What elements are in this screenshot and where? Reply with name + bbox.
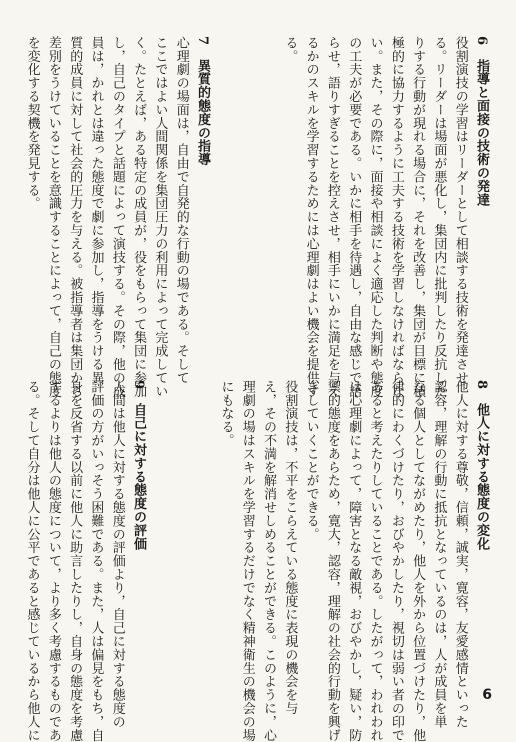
text-column: る。リーダーは場面が悪化し，集団内に批判したり反抗した bbox=[431, 36, 447, 398]
text-column: るかのスキルを学習するためには心理劇はよい機会を提供す bbox=[303, 36, 319, 398]
text-column: の工夫が必要である。いかに相手を待遇し，自由な感じで語 bbox=[346, 36, 362, 398]
text-column: ここではよい人間関係を集団圧力の利用によって完成してい bbox=[152, 36, 168, 398]
text-column: し，自己のタイプと話題によって演技する。その際，他の成 bbox=[109, 36, 125, 398]
text-column: を変化する契機を発見する。 bbox=[24, 36, 40, 211]
text-column: 質的成員に対して社会的圧力を与える。被指導者は集団から bbox=[67, 36, 83, 398]
text-column: え，その不満を解消せしめることができる。このように，心 bbox=[261, 380, 277, 742]
text-column: 他人に対する尊敬，信頼，誠実，寛容，友愛感情といった bbox=[452, 380, 468, 729]
section-heading: 6 指導と面接の技術の発達 bbox=[474, 36, 489, 207]
section-7 bbox=[21, 36, 213, 398]
text-column: る。 bbox=[282, 36, 298, 63]
text-column: 身を反省する以前に他人に助言したりし，自身の態度を考慮 bbox=[67, 380, 83, 742]
text-column: 評価の方がいっそう困難である。また，人は偏見をもち，自 bbox=[88, 380, 104, 742]
section-6 bbox=[279, 36, 492, 398]
text-column: 認容，理解の行動に抵抗となっているのは，人が成員を単 bbox=[431, 380, 447, 729]
text-column: い。また，その際に，面接や相談によく適応した判断や態度 bbox=[367, 36, 383, 398]
text-column: 員は，かれとは違った態度で劇に参加し，指導をうける異 bbox=[88, 36, 104, 385]
text-column: なる個人としてながめたり，他人を外から位置づけたり，他 bbox=[410, 380, 426, 742]
text-column: にもなる。 bbox=[218, 380, 234, 447]
text-column: 人間は他人に対する態度の評価より，自己に対する態度の bbox=[109, 380, 125, 729]
text-column: あると考えたりしていることである。したがって，われわれ bbox=[367, 380, 383, 742]
text-column: りする行動が現れる場合に，それを改善し，集団が目標に積 bbox=[410, 36, 426, 398]
text-column: は心理劇によって，障害となる敵視，おびやかし，疑い，防 bbox=[346, 380, 362, 742]
text-column: 役割演技の学習はリーダーとして相談する技術を発達させ bbox=[452, 36, 468, 385]
text-column: 禦的態度をあらため，寛大，認容，理解の社会的行動を興げ bbox=[324, 380, 340, 742]
text-column: 律的にわくづけたり，おびやかしたり，視切は弱い者の印で bbox=[388, 380, 404, 742]
page-number: 6 bbox=[482, 687, 492, 703]
section-heading: 7 異質的態度の指導 bbox=[195, 36, 210, 167]
text-column: らせ，語りすぎることを控えさせ，相手にいかに満足を与え bbox=[324, 36, 340, 398]
text-column: く。たとえば，ある特定の成員が，役をもらって集団に参加 bbox=[131, 36, 147, 398]
text-column: 役割演技は，不平をこらえている態度に表現の機会を与 bbox=[282, 380, 298, 715]
text-column: 理劇の場はスキルを学習するだけでなく精神衛生の機会の場 bbox=[239, 380, 255, 742]
text-column: 極的に協力するように工夫する技術を学習しなければならな bbox=[388, 36, 404, 398]
text-column: る。そして自分は他人に公平であると感じているから他人に bbox=[24, 380, 40, 742]
text-column: きしていくことができる。 bbox=[303, 380, 319, 541]
section-heading: 9 自己に対する態度の評価 bbox=[131, 380, 146, 551]
text-column: 心理劇の場面は，自由で自発的な行動の場である。そして bbox=[173, 36, 189, 385]
section-9 bbox=[21, 380, 149, 742]
text-column: 差別をうけていることを意識することによって，自己の態度 bbox=[45, 36, 61, 398]
text-column: するよりは他人の態度について，より多く考慮するものであ bbox=[45, 380, 61, 742]
section-8 bbox=[215, 380, 492, 742]
section-heading: 8 他人に対する態度の変化 bbox=[474, 380, 489, 551]
